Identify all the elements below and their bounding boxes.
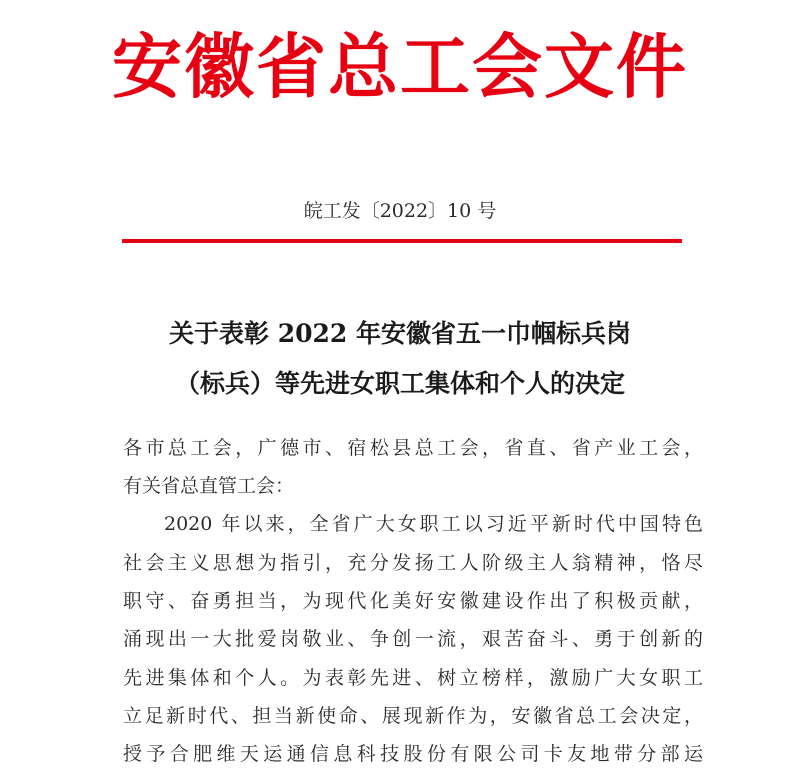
body-line: 立足新时代、担当新使命、展现新作为，安徽省总工会决定，: [123, 705, 703, 727]
document-title-line-1: 关于表彰 2022 年安徽省五一巾帼标兵岗: [169, 319, 631, 348]
document-number: 皖工发〔2022〕10 号: [303, 200, 497, 222]
addressee-line-1: 各市总工会，广德市、宿松县总工会，省直、省产业工会，: [123, 437, 703, 459]
document-title-line-2: （标兵）等先进女职工集体和个人的决定: [174, 369, 625, 398]
addressee-line-2: 有关省总直管工会：: [123, 475, 295, 497]
red-divider-line: [122, 239, 682, 243]
body-line: 社会主义思想为指引，充分发扬工人阶级主人翁精神，恪尽: [123, 552, 703, 574]
body-line: 先进集体和个人。为表彰先进、树立榜样，激励广大女职工: [123, 667, 703, 689]
document-masthead: 安徽省总工会文件: [112, 25, 688, 108]
body-line: 2020 年以来，全省广大女职工以习近平新时代中国特色: [164, 513, 703, 535]
body-line: 授予合肥维天运通信息科技股份有限公司卡友地带分部运: [123, 743, 703, 765]
body-line: 职守、奋勇担当，为现代化美好安徽建设作出了积极贡献，: [123, 590, 703, 612]
body-line: 涌现出一大批爱岗敬业、争创一流，艰苦奋斗、勇于创新的: [123, 628, 703, 650]
